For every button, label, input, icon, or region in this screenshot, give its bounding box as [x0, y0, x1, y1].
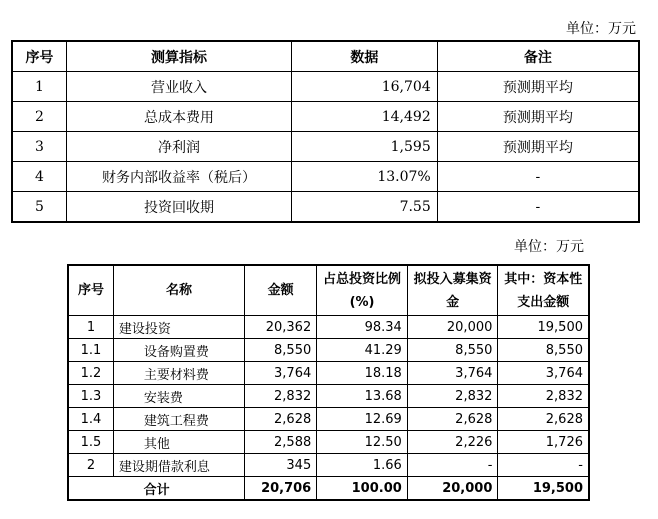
total-label: 合计: [68, 477, 245, 501]
table-row: [12, 162, 639, 192]
forecast-indicators-table: [11, 40, 640, 223]
indicator-name: 投资回收期: [66, 192, 291, 223]
item-ratio: 41.29: [317, 339, 408, 362]
item-ratio: 1.66: [317, 454, 408, 477]
indicator-name: 营业收入: [66, 72, 291, 102]
table-row: [12, 132, 639, 162]
indicator-note: 预测期平均: [437, 132, 639, 162]
row-index: 2: [68, 454, 113, 477]
item-raised-funds: 2,226: [407, 431, 498, 454]
item-name: 主要材料费: [113, 362, 244, 385]
item-name: 建设投资: [113, 316, 244, 339]
indicator-note: 预测期平均: [437, 102, 639, 132]
item-amount: 20,362: [245, 316, 317, 339]
total-raised-funds: 20,000: [407, 477, 498, 501]
item-raised-funds: 3,764: [407, 362, 498, 385]
unit-label: 单位：万元: [566, 21, 636, 37]
item-capital-expenditure: 3,764: [498, 362, 589, 385]
indicator-name: 净利润: [66, 132, 291, 162]
header-raised-funds: 拟投入募集资金: [407, 265, 498, 316]
item-name: 建设期借款利息: [113, 454, 244, 477]
table-row: [12, 192, 639, 223]
item-capital-expenditure: 19,500: [498, 316, 589, 339]
indicator-note: -: [437, 192, 639, 223]
item-ratio: 98.34: [317, 316, 408, 339]
table-row: [68, 362, 589, 385]
row-index: 4: [12, 162, 66, 192]
item-ratio: 12.69: [317, 408, 408, 431]
indicator-value: 13.07%: [292, 162, 438, 192]
total-capital-expenditure: 19,500: [498, 477, 589, 501]
item-raised-funds: 2,628: [407, 408, 498, 431]
item-name: 建筑工程费: [113, 408, 244, 431]
row-index: 1.5: [68, 431, 113, 454]
item-ratio: 12.50: [317, 431, 408, 454]
table-row: [12, 102, 639, 132]
header-indicator: 测算指标: [66, 41, 291, 72]
header-investment-ratio: 占总投资比例(%): [317, 265, 408, 316]
table-row: [68, 431, 589, 454]
row-index: 1.2: [68, 362, 113, 385]
table-row: [68, 316, 589, 339]
indicator-note: 预测期平均: [437, 72, 639, 102]
header-note: 备注: [437, 41, 639, 72]
item-capital-expenditure: 1,726: [498, 431, 589, 454]
item-capital-expenditure: 2,628: [498, 408, 589, 431]
item-capital-expenditure: 8,550: [498, 339, 589, 362]
header-capital-expenditure: 其中：资本性支出金额: [498, 265, 589, 316]
indicator-value: 7.55: [292, 192, 438, 223]
table-header-row: [12, 41, 639, 72]
item-ratio: 18.18: [317, 362, 408, 385]
header-index: 序号: [12, 41, 66, 72]
indicator-value: 16,704: [292, 72, 438, 102]
indicator-name: 总成本费用: [66, 102, 291, 132]
table-row: [68, 454, 589, 477]
item-raised-funds: 2,832: [407, 385, 498, 408]
item-amount: 2,832: [245, 385, 317, 408]
unit-label: 单位：万元: [514, 239, 584, 255]
indicator-value: 14,492: [292, 102, 438, 132]
header-name: 名称: [113, 265, 244, 316]
table-header-row: [68, 265, 589, 316]
item-capital-expenditure: -: [498, 454, 589, 477]
item-amount: 2,628: [245, 408, 317, 431]
row-index: 3: [12, 132, 66, 162]
row-index: 2: [12, 102, 66, 132]
header-amount: 金额: [245, 265, 317, 316]
item-name: 安装费: [113, 385, 244, 408]
item-ratio: 13.68: [317, 385, 408, 408]
item-raised-funds: 20,000: [407, 316, 498, 339]
row-index: 1.4: [68, 408, 113, 431]
row-index: 5: [12, 192, 66, 223]
row-index: 1.1: [68, 339, 113, 362]
header-data: 数据: [292, 41, 438, 72]
header-index: 序号: [68, 265, 113, 316]
indicator-value: 1,595: [292, 132, 438, 162]
total-amount: 20,706: [245, 477, 317, 501]
table-row: [68, 408, 589, 431]
row-index: 1.3: [68, 385, 113, 408]
item-amount: 3,764: [245, 362, 317, 385]
item-amount: 2,588: [245, 431, 317, 454]
item-amount: 345: [245, 454, 317, 477]
investment-breakdown-table: [67, 264, 590, 501]
item-name: 其他: [113, 431, 244, 454]
total-ratio: 100.00: [317, 477, 408, 501]
row-index: 1: [68, 316, 113, 339]
table-row: [12, 72, 639, 102]
item-raised-funds: 8,550: [407, 339, 498, 362]
indicator-note: -: [437, 162, 639, 192]
table-row: [68, 385, 589, 408]
indicator-name: 财务内部收益率（税后）: [66, 162, 291, 192]
item-raised-funds: -: [407, 454, 498, 477]
total-row: [68, 477, 589, 501]
item-amount: 8,550: [245, 339, 317, 362]
table-row: [68, 339, 589, 362]
item-name: 设备购置费: [113, 339, 244, 362]
item-capital-expenditure: 2,832: [498, 385, 589, 408]
row-index: 1: [12, 72, 66, 102]
